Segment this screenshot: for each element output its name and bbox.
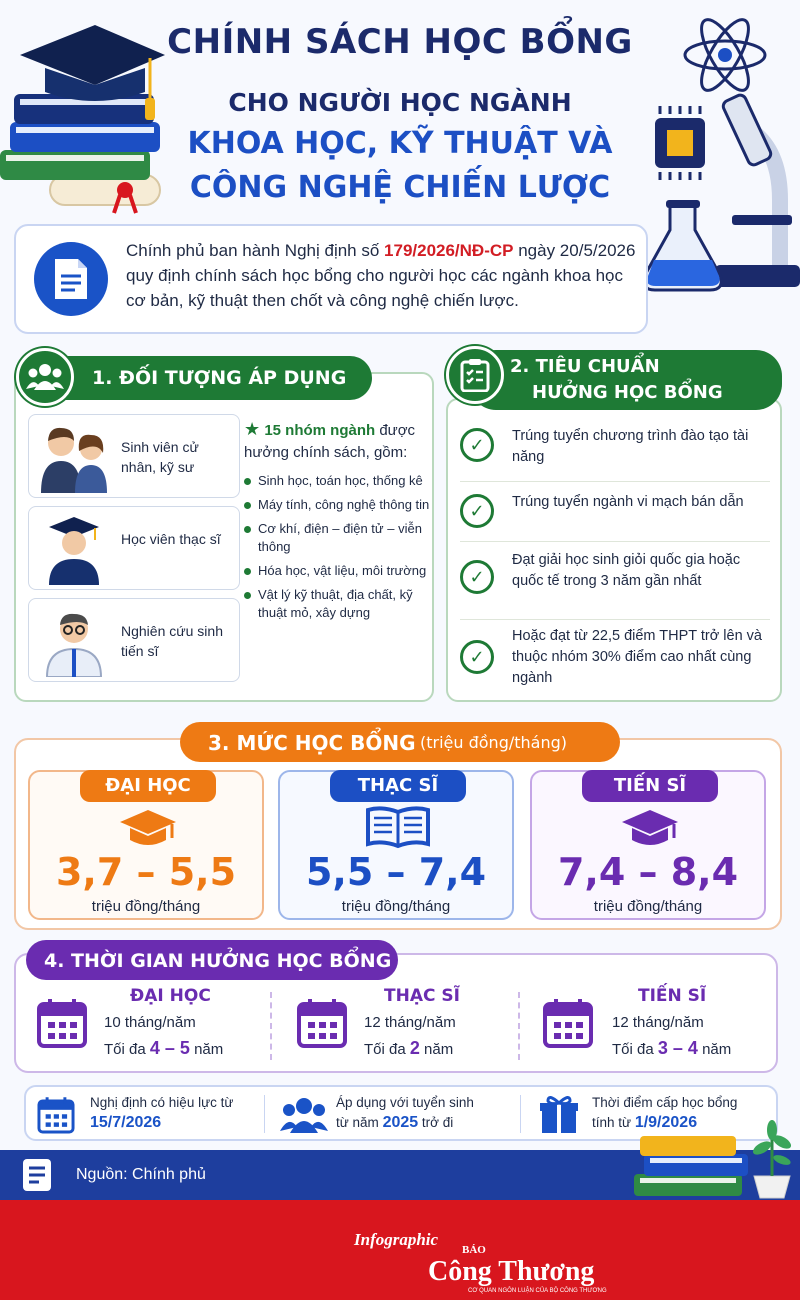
brand-name: Công Thương <box>428 1256 595 1287</box>
person-card-undergrad <box>28 414 240 498</box>
groups-list <box>244 472 430 622</box>
duration-max: Tối đa 2 năm <box>364 1038 454 1058</box>
flask-icon <box>644 200 722 290</box>
level-name: THẠC SĨ <box>330 770 466 802</box>
person-card-phd <box>28 598 240 682</box>
level-card-master <box>278 770 514 920</box>
section4-heading: 4. THỜI GIAN HƯỞNG HỌC BỔNG <box>44 950 392 972</box>
group-item: Hóa học, vật liệu, môi trường <box>244 562 430 580</box>
title-line-4: CÔNG NGHỆ CHIẾN LƯỢC <box>189 170 611 205</box>
section2-heading-1: 2. TIÊU CHUẨN <box>510 356 660 377</box>
brand-tagline: CƠ QUAN NGÔN LUẬN CỦA BỘ CÔNG THƯƠNG <box>468 1288 607 1294</box>
level-range: 3,7 – 5,5 <box>55 850 237 894</box>
level-range: 7,4 – 8,4 <box>557 850 739 894</box>
duration-max: Tối đa 3 – 4 năm <box>612 1038 732 1058</box>
brand-small: BÁO <box>462 1244 486 1256</box>
criterion-item: ✓ Đạt giải học sinh giỏi quốc gia hoặc quốc tế trong 3 năm gần nhất <box>460 546 770 620</box>
section3-heading-unit: (triệu đồng/tháng) <box>420 733 567 752</box>
effective-info: Nghị định có hiệu lực từ 15/7/2026 <box>90 1095 234 1131</box>
criterion-item: ✓ Trúng tuyển chương trình đào tạo tài năng <box>460 420 770 482</box>
divider <box>520 1095 521 1133</box>
divider <box>518 992 520 1060</box>
level-unit: triệu đồng/tháng <box>91 898 201 915</box>
brand-bar <box>0 1200 800 1300</box>
check-icon: ✓ <box>460 640 494 674</box>
diploma-icon <box>50 175 160 213</box>
clipboard-icon <box>446 346 504 404</box>
students-icon <box>37 421 113 493</box>
groups-highlight: 15 nhóm ngành <box>264 422 376 439</box>
criterion-item: ✓ Trúng tuyển ngành vi mạch bán dẫn <box>460 486 770 542</box>
intro-card <box>14 224 648 334</box>
calendar-icon <box>36 996 88 1050</box>
person-label-phd: Nghiên cứu sinh tiến sĩ <box>121 623 223 659</box>
person-card-master <box>28 506 240 590</box>
source-text: Nguồn: Chính phủ <box>76 1166 206 1183</box>
section2-heading-2: HƯỞNG HỌC BỔNG <box>532 382 723 403</box>
apply-info: Áp dụng với tuyển sinh từ năm 2025 trở đi <box>336 1095 474 1131</box>
check-icon: ✓ <box>460 428 494 462</box>
person-label-master: Học viên thạc sĩ <box>121 531 221 547</box>
level-name: TIẾN SĨ <box>582 770 718 802</box>
divider <box>264 1095 265 1133</box>
group-item: Vật lý kỹ thuật, địa chất, kỹ thuật mỏ, xây dựng <box>244 586 430 622</box>
section2-heading-bar <box>470 350 782 410</box>
microscope-icon <box>715 93 800 287</box>
level-card-phd <box>530 770 766 920</box>
researcher-icon <box>39 605 109 677</box>
level-unit: triệu đồng/tháng <box>341 898 451 915</box>
brand-prefix: Infographic <box>354 1230 439 1249</box>
level-range: 5,5 – 7,4 <box>305 850 487 894</box>
divider <box>270 992 272 1060</box>
effective-date: 15/7/2026 <box>90 1114 162 1131</box>
decree-number: 179/2026/NĐ-CP <box>384 241 514 260</box>
document-icon <box>34 242 108 316</box>
section1-heading-bar <box>34 356 372 400</box>
intro-pre: Chính phủ ban hành Nghị định số <box>126 241 385 260</box>
books-cap-illustration <box>0 10 170 220</box>
duration-max: Tối đa 4 – 5 năm <box>104 1038 224 1058</box>
level-unit: triệu đồng/tháng <box>593 898 703 915</box>
document-icon <box>22 1158 52 1192</box>
level-card-undergrad <box>28 770 264 920</box>
science-illustration <box>640 10 800 300</box>
group-item: Máy tính, công nghệ thông tin <box>244 496 430 514</box>
plant-icon <box>751 1120 793 1198</box>
criterion-item: ✓ Hoặc đạt từ 22,5 điểm THPT trở lên và thuộc nhóm 30% điểm cao nhất cùng ngành <box>460 624 770 698</box>
group-item: Cơ khí, điện – điện tử – viễn thông <box>244 520 430 556</box>
person-label-undergrad: Sinh viên cử nhân, kỹ sư <box>121 439 199 475</box>
star-icon: ★ <box>244 419 261 439</box>
graduation-cap-icon <box>620 806 680 850</box>
intro-post: ngày 20/5/2026 quy định chính sách học bổng cho người học các ngành khoa học cơ bản, kỹ thuật then chốt và công nghệ chiến lược. <box>126 241 636 310</box>
check-icon: ✓ <box>460 494 494 528</box>
section3-heading-bar <box>180 722 620 762</box>
grant-info: Thời điểm cấp học bổng tính từ 1/9/2026 <box>592 1095 738 1131</box>
group-item: Sinh học, toán học, thống kê <box>244 472 430 490</box>
title-line-2: CHO NGƯỜI HỌC NGÀNH <box>228 88 572 117</box>
people-icon <box>280 1095 328 1135</box>
graduation-cap-icon <box>118 806 178 850</box>
chip-icon <box>655 106 705 180</box>
title-line-1: CHÍNH SÁCH HỌC BỔNG <box>167 22 633 62</box>
section3-heading: 3. MỨC HỌC BỔNG <box>208 731 416 755</box>
graduate-icon <box>39 513 109 585</box>
groups-text: được hưởng chính sách, gồm: <box>244 422 416 461</box>
gift-icon <box>538 1093 580 1135</box>
atom-icon <box>685 13 765 96</box>
calendar-icon <box>542 996 594 1050</box>
calendar-icon <box>36 1095 76 1135</box>
level-name: ĐẠI HỌC <box>80 770 216 802</box>
check-icon: ✓ <box>460 560 494 594</box>
groups-block <box>244 418 430 628</box>
calendar-icon <box>296 996 348 1050</box>
title-line-3: KHOA HỌC, KỸ THUẬT VÀ <box>187 126 613 161</box>
intro-text <box>126 238 636 313</box>
people-icon <box>16 348 74 406</box>
books-icon <box>634 1136 748 1196</box>
books-plant-illustration <box>630 1118 800 1200</box>
section1-heading: 1. ĐỐI TƯỢNG ÁP DỤNG <box>92 367 347 389</box>
open-book-icon <box>364 804 432 850</box>
section4-heading-bar <box>26 940 398 980</box>
